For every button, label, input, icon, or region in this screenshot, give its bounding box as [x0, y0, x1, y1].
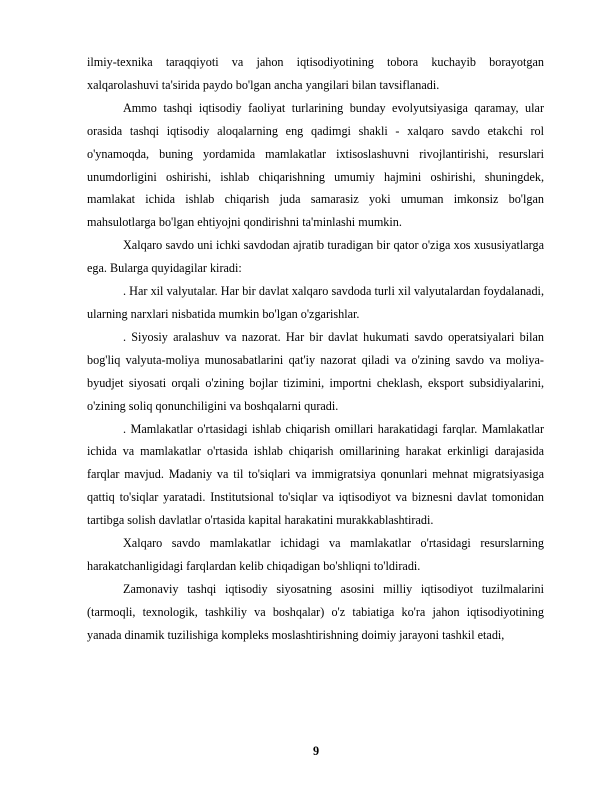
- paragraph-foreign-trade-role: Ammo tashqi iqtisodiy faoliyat turlarining bunday evolyutsiyasiga qaramay, ular orasida tashqi iqtisodiy aloqalarning eng qadimgi shakli - xalqaro savdo etakchi rol o'ynamoqda, buning yordamida mamlakatlar ixtisoslashuvni rivojlantirishi, resurslari unumdorligini oshirishi, ishlab chiqarishning umumiy hajmini oshirishi, shuningdek, mamlakat ichida ishlab chiqarish juda samarasiz yoki umuman imkonsiz bo'lgan mahsulotlarga bo'lgan ehtiyojni qondirishni ta'minlashi mumkin.: [87, 100, 544, 230]
- list-item-factor-mobility: . Mamlakatlar o'rtasidagi ishlab chiqarish omillari harakatidagi farqlar. Mamlakatlar ichida va mamlakatlar o'rtasida ishlab chiqarish omillarining harakat erkinligi darajasida farqlar mavjud. Madaniy va til to'siqlari va immigratsiya qonunlari mehnat migratsiyasiga qattiq to'siqlar yaratadi. Institutsional to'siqlar va iqtisodiyot va biznesni davlat tomonidan tartibga solish davlatlar o'rtasida kapital harakatini murakkablashtiradi.: [87, 421, 544, 528]
- list-item-political-control: . Siyosiy aralashuv va nazorat. Har bir davlat hukumati savdo operatsiyalari bilan bog'liq valyuta-moliya munosabatlarini qat'iy nazorat qiladi va o'zining savdo va moliya-byudjet siyosati orqali o'zining bojlar tizimini, importni cheklash, eksport subsidiyalarini, o'zining soliq qonunchiligini va boshqalarni quradi.: [87, 329, 544, 413]
- paragraph-trade-features-intro: Xalqaro savdo uni ichki savdodan ajratib turadigan bir qator o'ziga xos xususiyatlarga ega. Bularga quyidagilar kiradi:: [87, 238, 544, 276]
- paragraph-continuation: ilmiy-texnika taraqqiyoti va jahon iqtisodiyotining tobora kuchayib borayotgan xalqarolashuvi ta'sirida paydo bo'lgan ancha yangilari bilan tavsiflanadi.: [87, 55, 544, 92]
- list-item-currencies: . Har xil valyutalar. Har bir davlat xalqaro savdoda turli xil valyutalardan foydalanadi, ularning narxlari nisbatida mumkin bo'lgan o'zgarishlar.: [87, 284, 544, 321]
- paragraph-resource-mobility: Xalqaro savdo mamlakatlar ichidagi va mamlakatlar o'rtasidagi resurslarning harakatchanligidagi farqlardan kelib chiqadigan bo'shliqni to'ldiradi.: [87, 536, 544, 573]
- page-number: 9: [312, 744, 320, 758]
- paragraph-modern-policy: Zamonaviy tashqi iqtisodiy siyosatning asosini milliy iqtisodiyot tuzilmalarini (tarmoqli, texnologik, tashkiliy va boshqalar) o'z tabiatiga ko'ra jahon iqtisodiyotining yanada dinamik tuzilishiga kompleks moslashtirishning doimiy jarayoni tashkil etadi,: [87, 581, 544, 642]
- document-page: [87, 51, 544, 647]
